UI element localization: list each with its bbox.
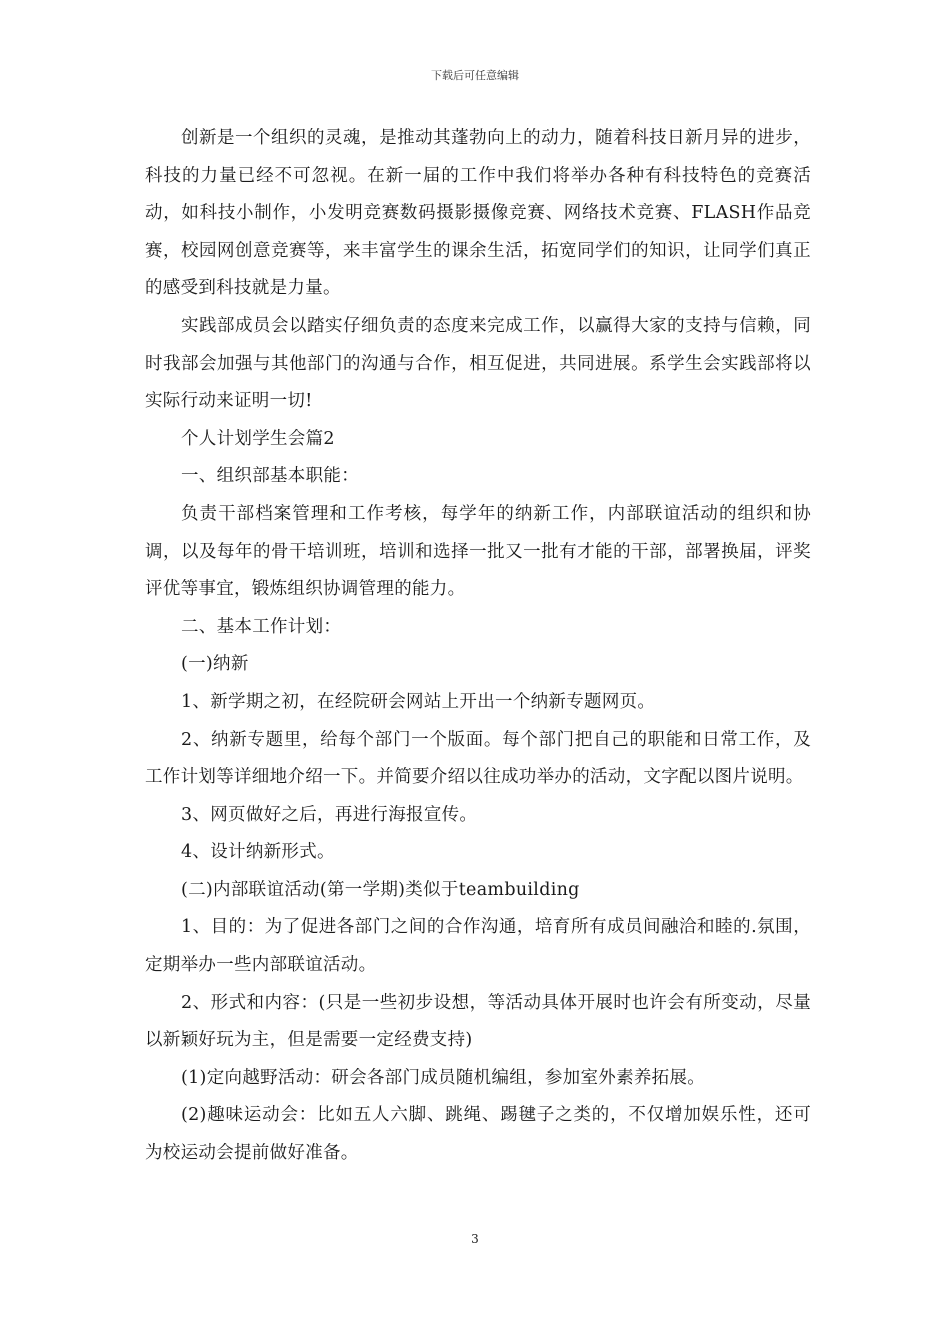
paragraph-innovation: 创新是一个组织的灵魂，是推动其蓬勃向上的动力，随着科技日新月异的进步，科技的力量已经不可忽视。在新一届的工作中我们将举办各种有科技特色的竞赛活动，如科技小制作，小发明竞赛数码摄影摄像竞赛、网络技术竞赛、FLASH作品竞赛，校园网创意竞赛等，来丰富学生的课余生活，拓宽同学们的知识，让同学们真正的感受到科技就是力量。	[145, 128, 811, 299]
list-item-1: 1、新学期之初，在经院研会网站上开出一个纳新专题网页。	[181, 691, 656, 712]
paragraph-practice-dept: 实践部成员会以踏实仔细负责的态度来完成工作，以赢得大家的支持与信赖，同时我部会加强与其他部门的沟通与合作，相互促进，共同进展。系学生会实践部将以实际行动来证明一切!	[145, 315, 811, 412]
list-item-3: 3、网页做好之后，再进行海报宣传。	[181, 804, 478, 825]
subheading-internal-activities: (二)内部联谊活动(第一学期)类似于teambuilding	[181, 879, 580, 900]
page-header: 下载后可任意编辑	[431, 69, 519, 82]
document-body	[145, 120, 811, 1173]
list-item-purpose: 1、目的：为了促进各部门之间的合作沟通，培育所有成员间融洽和睦的.氛围，定期举办一些内部联谊活动。	[145, 917, 811, 976]
heading-basic-functions: 一、组织部基本职能：	[181, 466, 359, 487]
heading-work-plan: 二、基本工作计划：	[181, 616, 342, 637]
list-item-orienteering: (1)定向越野活动：研会各部门成员随机编组，参加室外素养拓展。	[181, 1067, 706, 1088]
paragraph-functions: 负责干部档案管理和工作考核，每学年的纳新工作，内部联谊活动的组织和协调，以及每年的骨干培训班，培训和选择一批又一批有才能的干部，部署换届，评奖评优等事宜，锻炼组织协调管理的能力。	[145, 503, 811, 600]
list-item-sports-meet: (2)趣味运动会：比如五人六脚、跳绳、踢毽子之类的，不仅增加娱乐性，还可为校运动会提前做好准备。	[145, 1105, 811, 1164]
page-number: 3	[471, 1232, 479, 1246]
list-item-4: 4、设计纳新形式。	[181, 842, 335, 863]
list-item-format: 2、形式和内容：(只是一些初步设想，等活动具体开展时也许会有所变动，尽量以新颖好玩为主，但是需要一定经费支持)	[145, 992, 811, 1051]
subheading-recruitment: (一)纳新	[181, 654, 249, 675]
section-title: 个人计划学生会篇2	[181, 428, 335, 449]
list-item-2: 2、纳新专题里，给每个部门一个版面。每个部门把自己的职能和日常工作，及工作计划等详细地介绍一下。并简要介绍以往成功举办的活动，文字配以图片说明。	[145, 729, 811, 788]
